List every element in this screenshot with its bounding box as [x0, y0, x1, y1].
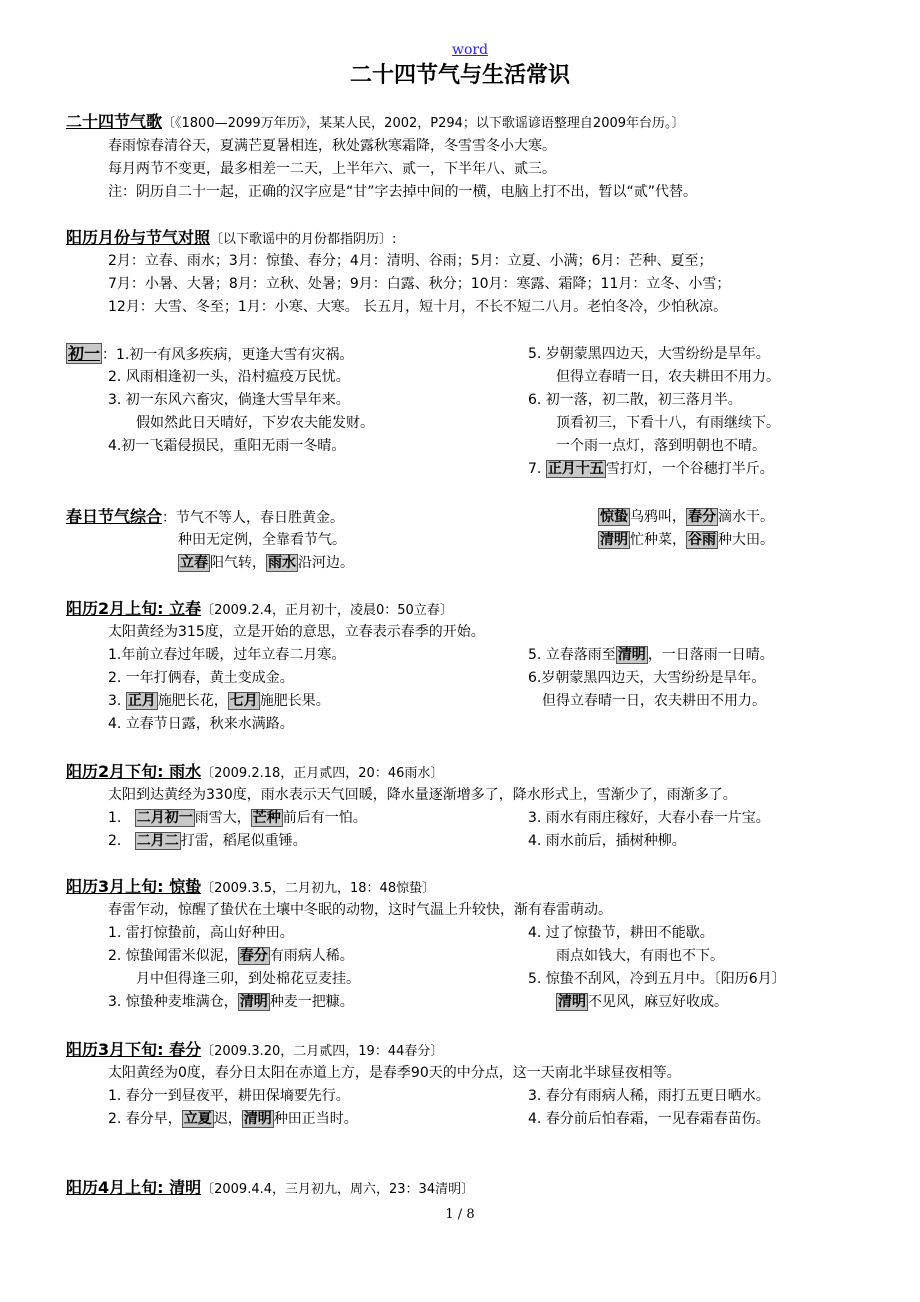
section-heading: 二十四节气歌 [66, 112, 163, 131]
text-fragment: 不见风，麻豆好收成。 [588, 994, 728, 1010]
text-line: 雨点如钱大，有雨也不下。 [556, 948, 724, 964]
section-jingzhe [66, 877, 435, 899]
section-lichun [66, 599, 453, 621]
text-line: 太阳黄经为0度，春分日太阳在赤道上方，是春季90天的中分点，这一天南北半球昼夜相等。 [108, 1065, 681, 1081]
text-fragment: 雨雪大， [194, 810, 251, 826]
section-note: 〔2009.2.18，正月贰四，20：46雨水〕 [201, 766, 444, 781]
highlight-tag: 惊蛰 [600, 509, 628, 525]
text-fragment: 种田正当时。 [273, 1111, 358, 1127]
text-fragment: 沿河边。 [298, 555, 354, 571]
highlight-tag: 清明 [617, 647, 646, 663]
text-fragment: 阳气转， [210, 555, 266, 571]
text-fragment: ：节气不等人，春日胜黄金。 [162, 510, 345, 526]
highlight-tag: 清明 [243, 1111, 272, 1127]
text-fragment: 乌鸦叫， [630, 509, 686, 525]
text-line: 2. 风雨相逢初一头，沿村瘟疫万民忧。 [108, 369, 350, 385]
text-line [598, 530, 774, 550]
text-line: 4. 春分前后怕春霜，一见春霜春苗伤。 [528, 1111, 770, 1127]
section-qingming [66, 1178, 474, 1200]
highlight-tag: 正月 [127, 693, 156, 709]
text-line: 种田无定例，全靠看节气。 [178, 532, 346, 548]
header-label: word [452, 42, 489, 58]
section-heading: 阳历2月上旬: 立春 [66, 599, 202, 618]
text-line: 2. 一年打俩春，黄土变成金。 [108, 670, 294, 686]
highlight-tag: 芒种 [252, 810, 281, 826]
text-line [108, 1109, 358, 1129]
text-line: 但得立春晴一日，农夫耕田不用力。 [542, 693, 766, 709]
text-line [108, 831, 307, 851]
text-line: 假如然此日天晴好，下岁农夫能发财。 [136, 415, 374, 431]
section-heading: 阳历2月下旬: 雨水 [66, 762, 202, 781]
section-month-term-table [66, 228, 396, 250]
text-line: 1. 春分一到昼夜平，耕田保墒要先行。 [108, 1088, 350, 1104]
highlight-tag: 春分 [688, 509, 716, 525]
text-line: 太阳黄经为315度，立是开始的意思，立春表示春季的开始。 [108, 624, 485, 640]
text-line [108, 946, 354, 966]
highlight-tag: 初一 [68, 344, 101, 363]
section-note: 〔以下歌谣中的月份都指阴历〕: [210, 232, 397, 247]
text-line: 12月：大雪、冬至；1月：小寒、大寒。 长五月，短十月，不长不短二八月。老怕冬冷，少怕秋凉。 [108, 299, 728, 315]
section-note: 〔2009.4.4，三月初九，周六，23：34清明〕 [201, 1182, 475, 1197]
text-fragment: 雪打灯，一个谷穗打半斤。 [605, 461, 774, 477]
text-line: 月中但得逢三卯，到处棉花豆麦挂。 [136, 971, 360, 987]
highlight-tag: 立夏 [183, 1111, 212, 1127]
text-line: 3. 初一东风六畜灾，倘逢大雪旱年来。 [108, 392, 350, 408]
section-heading: 春日节气综合 [66, 507, 163, 526]
text-fragment: 打雷，稻尾似重锤。 [180, 833, 307, 849]
text-line: 4. 立春节日露，秋来水满路。 [108, 716, 294, 732]
text-line [528, 459, 774, 479]
highlight-tag: 清明 [558, 994, 586, 1010]
text-line: 7月：小暑、大暑；8月：立秋、处暑；9月：白露、秋分；10月：寒露、霜降；11月：立冬、小雪； [108, 276, 731, 292]
text-line: 1. 雷打惊蛰前，高山好种田。 [108, 925, 294, 941]
text-line [108, 691, 330, 711]
text-fragment: 施肥长花， [157, 693, 228, 709]
text-line [556, 992, 728, 1012]
text-fragment: 2. [108, 833, 122, 849]
text-line: 注：阴历自二十一起，正确的汉字应是“甘”字去掉中间的一横，电脑上打不出，暂以“贰”代替。 [108, 184, 698, 200]
first-day-line [66, 344, 353, 365]
text-fragment: ，一日落雨一日晴。 [647, 647, 774, 663]
highlight-tag: 雨水 [268, 555, 296, 571]
text-line: 春雷乍动，惊醒了蛰伏在土壤中冬眠的动物，这时气温上升较快，渐有春雷萌动。 [108, 902, 612, 918]
text-line: 太阳到达黄经为330度，雨水表示天气回暖，降水量逐渐增多了，降水形式上，雪渐少了，雨渐多了。 [108, 787, 737, 803]
document-title: 二十四节气与生活常识 [349, 63, 570, 88]
text-line [108, 808, 367, 828]
page-number: 1 / 8 [445, 1207, 475, 1222]
highlight-tag: 清明 [239, 994, 268, 1010]
text-line [178, 553, 354, 573]
text-fragment: ：1.初一有风多疾病，更逢大雪有灾祸。 [102, 347, 354, 363]
highlight-tag: 立春 [180, 555, 208, 571]
text-line: 顶看初三，下看十八，有雨继续下。 [556, 415, 780, 431]
text-fragment: 施肥长果。 [259, 693, 330, 709]
text-line: 4. 雨水前后，插树种柳。 [528, 833, 686, 849]
highlight-tag: 春分 [239, 948, 268, 964]
text-fragment: 有雨病人稀。 [269, 948, 354, 964]
text-fragment: 3. 惊蛰种麦堆满仓， [108, 994, 238, 1010]
section-note: 〔《1800—2099万年历》，某某人民，2002，P294；以下歌谣谚语整理自2009年台历。〕 [162, 116, 685, 131]
text-fragment: 2. 春分早， [108, 1111, 182, 1127]
highlight-tag: 谷雨 [688, 532, 716, 548]
text-line: 但得立春晴一日，农夫耕田不用力。 [556, 369, 780, 385]
text-line: 每月两节不变更，最多相差一二天，上半年六、贰一，下半年八、贰三。 [108, 161, 556, 177]
text-line: 5. 岁朝蒙黑四边天，大雪纷纷是旱年。 [528, 346, 770, 362]
section-heading: 阳历4月上旬: 清明 [66, 1178, 202, 1197]
text-line [108, 992, 354, 1012]
text-fragment: 种大田。 [718, 532, 774, 548]
highlight-tag: 二月初一 [136, 810, 193, 826]
text-line: 1.年前立春过年暖，过年立春二月寒。 [108, 647, 346, 663]
text-fragment: 忙种菜， [630, 532, 686, 548]
text-line: 6.岁朝蒙黑四边天，大雪纷纷是旱年。 [528, 670, 766, 686]
section-note: 〔2009.3.20，二月贰四，19：44春分〕 [201, 1044, 444, 1059]
section-heading: 阳历月份与节气对照 [66, 228, 211, 247]
text-line: 3. 春分有雨病人稀，雨打五更日晒水。 [528, 1088, 770, 1104]
spring-summary-line [66, 507, 344, 528]
highlight-tag: 二月二 [136, 833, 179, 849]
text-line: 4. 过了惊蛰节，耕田不能歇。 [528, 925, 714, 941]
text-fragment: 2. 惊蛰闻雷米似泥， [108, 948, 238, 964]
section-heading: 阳历3月下旬: 春分 [66, 1040, 202, 1059]
text-fragment: 种麦一把糠。 [269, 994, 354, 1010]
text-line: 4.初一飞霜侵损民，重阳无雨一冬晴。 [108, 438, 346, 454]
text-fragment: 1. [108, 810, 122, 826]
highlight-tag: 正月十五 [547, 461, 604, 477]
section-chunfen [66, 1040, 443, 1062]
section-note: 〔2009.2.4，正月初十，凌晨0：50立春〕 [201, 603, 453, 618]
text-fragment: 5. 立春落雨至 [528, 647, 616, 663]
section-heading: 阳历3月上旬: 惊蛰 [66, 877, 202, 896]
text-line [598, 507, 774, 527]
text-line: 5. 惊蛰不刮风，冷到五月中。〔阳历6月〕 [528, 971, 786, 987]
text-fragment: 3. [108, 693, 122, 709]
section-solar-terms-song [66, 112, 685, 134]
text-line: 一个雨一点灯，落到明朝也不晴。 [556, 438, 766, 454]
text-line: 3. 雨水有雨庄稼好，大春小春一片宝。 [528, 810, 770, 826]
text-line: 6. 初一落，初二散，初三落月半。 [528, 392, 742, 408]
text-fragment: 7. [528, 461, 542, 477]
text-fragment: 迟， [213, 1111, 242, 1127]
highlight-tag: 七月 [229, 693, 258, 709]
text-line: 春雨惊春清谷天，夏满芒夏暑相连，秋处露秋寒霜降，冬雪雪冬小大寒。 [108, 138, 556, 154]
highlight-tag: 清明 [600, 532, 628, 548]
text-line: 2月：立春、雨水；3月：惊蛰、春分；4月：清明、谷雨；5月：立夏、小满；6月：芒种、夏至； [108, 253, 713, 269]
text-line [528, 645, 774, 665]
text-fragment: 前后有一怕。 [282, 810, 367, 826]
section-yushui [66, 762, 443, 784]
section-note: 〔2009.3.5，二月初九，18：48惊蛰〕 [201, 881, 436, 896]
text-fragment: 滴水干。 [718, 509, 774, 525]
